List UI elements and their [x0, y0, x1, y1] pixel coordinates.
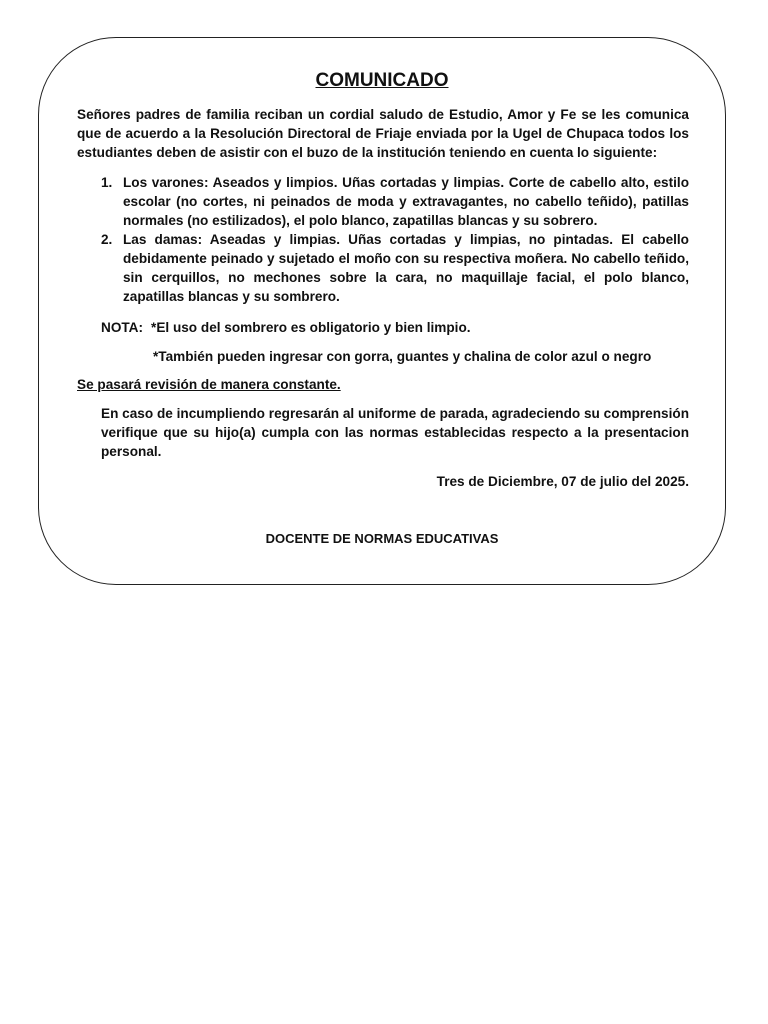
- nota-text-2: *También pueden ingresar con gorra, guantes y chalina de color azul o negro: [153, 349, 652, 364]
- document-title: COMUNICADO: [315, 70, 449, 91]
- list-item: [101, 173, 689, 230]
- list-item: [101, 230, 689, 306]
- list-item-text: Las damas: Aseadas y limpias. Uñas cortadas y limpias, no pintadas. El cabello debidamente peinado y sujetado el moño con su respectiva moñera. No cabello teñido, sin cerquillos, no mechones sobre la cara, no maquillaje facial, el polo blanco, zapatillas blancas y su sombrero.: [123, 232, 689, 304]
- date-line: Tres de Diciembre, 07 de julio del 2025.: [436, 474, 689, 489]
- list-item-number: 2.: [101, 232, 113, 247]
- notice-card: [38, 37, 726, 585]
- intro-paragraph: Señores padres de familia reciban un cordial saludo de Estudio, Amor y Fe se les comunica que de acuerdo a la Resolución Directoral de Friaje enviada por la Ugel de Chupaca todos los estudiantes deben de asistir con el buzo de la institución teniendo en cuenta lo siguiente:: [77, 107, 689, 160]
- list-item-text: Los varones: Aseados y limpios. Uñas cortadas y limpias. Corte de cabello alto, estilo escolar (no cortes, ni peinados de moda y extravagantes, no cabello teñido), patillas normales (no estilizados), el polo blanco, zapatillas blancas y su sobrero.: [123, 175, 689, 228]
- nota-line: [101, 318, 471, 337]
- rules-list: [101, 173, 689, 306]
- nota-text-1: *El uso del sombrero es obligatorio y bien limpio.: [151, 320, 471, 335]
- revision-notice: Se pasará revisión de manera constante.: [77, 377, 341, 392]
- nota-label: NOTA:: [101, 320, 144, 335]
- list-item-number: 1.: [101, 175, 113, 190]
- signature-line: DOCENTE DE NORMAS EDUCATIVAS: [265, 531, 499, 546]
- closing-paragraph: En caso de incumpliendo regresarán al uniforme de parada, agradeciendo su comprensión verifique que su hijo(a) cumpla con las normas establecidas respecto a la presentacion personal.: [101, 406, 689, 459]
